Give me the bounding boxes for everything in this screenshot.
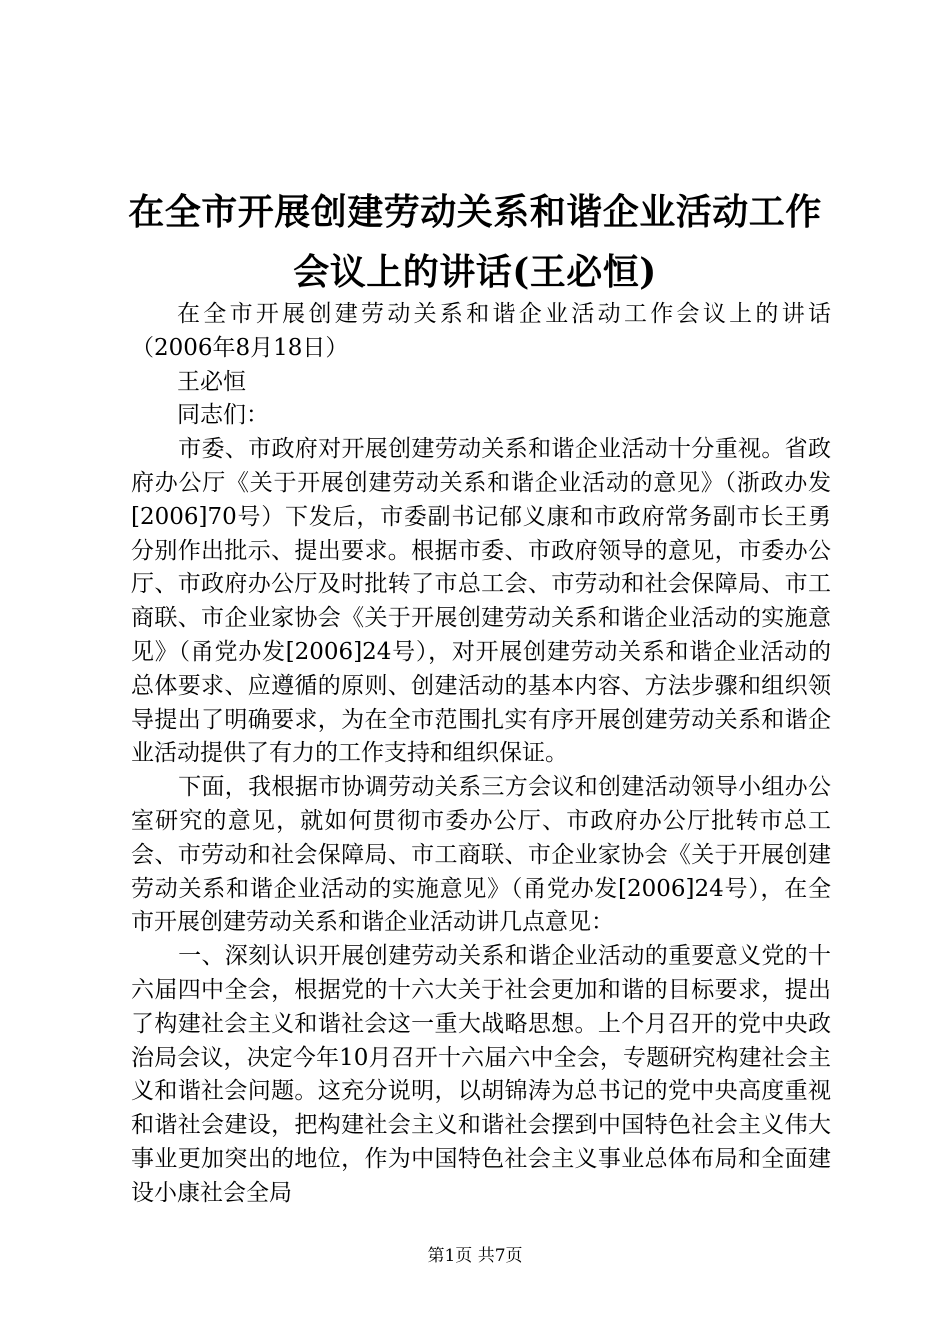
document-title: 在全市开展创建劳动关系和谐企业活动工作会议上的讲话(王必恒) [128,191,822,293]
body-paragraph-3: 一、深刻认识开展创建劳动关系和谐企业活动的重要意义党的十六届四中全会，根据党的十六大关于社会更加和谐的目标要求，提出了构建社会主义和谐社会这一重大战略思想。上个月召开的党中央政治局会议，决定今年10月召开十六届六中全会，专题研究构建社会主义和谐社会问题。这充分说明，以胡锦涛为总书记的党中央高度重视和谐社会建设，把构建社会主义和谐社会摆到中国特色社会主义伟大事业更加突出的地位，作为中国特色社会主义事业总体布局和全面建设小康社会全局 [131,943,831,1206]
document-body [131,298,831,1211]
salutation: 同志们： [177,402,269,429]
body-paragraph-2: 下面，我根据市协调劳动关系三方会议和创建活动领导小组办公室研究的意见，就如何贯彻市委办公厅、市政府办公厅批转市总工会、市劳动和社会保障局、市工商联、市企业家协会《关于开展创建劳动关系和谐企业活动的实施意见》（甬党办发[2006]24号），在全市开展创建劳动关系和谐企业活动讲几点意见： [131,774,831,936]
page-number-footer: 第1页 共7页 [427,1246,523,1266]
body-paragraph-1: 市委、市政府对开展创建劳动关系和谐企业活动十分重视。省政府办公厅《关于开展创建劳动关系和谐企业活动的意见》（浙政办发[2006]70号）下发后，市委副书记郁义康和市政府常务副市长王勇分别作出批示、提出要求。根据市委、市政府领导的意见，市委办公厅、市政府办公厅及时批转了市总工会、市劳动和社会保障局、市工商联、市企业家协会《关于开展创建劳动关系和谐企业活动的实施意见》（甬党办发[2006]24号），对开展创建劳动关系和谐企业活动的总体要求、应遵循的原则、创建活动的基本内容、方法步骤和组织领导提出了明确要求，为在全市范围扎实有序开展创建劳动关系和谐企业活动提供了有力的工作支持和组织保证。 [131,436,831,767]
speaker-name: 王必恒 [177,368,246,395]
speech-heading-line: 在全市开展创建劳动关系和谐企业活动工作会议上的讲话（2006年8月18日） [131,301,831,361]
